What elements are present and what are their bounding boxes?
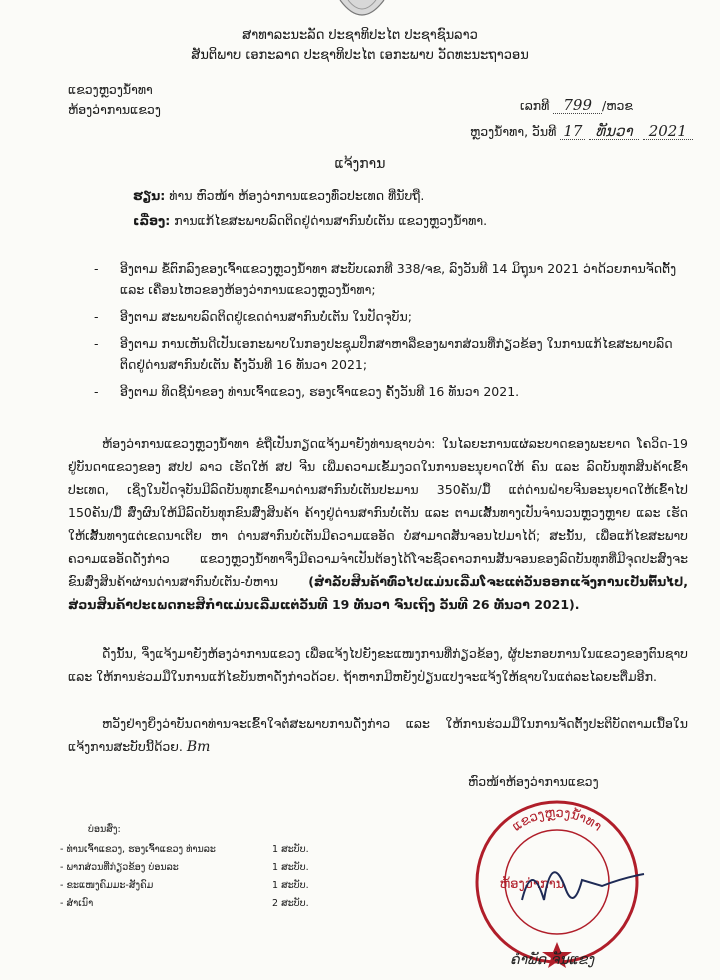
body-paragraph-3: ຫວັງຢ່າງຍິ່ງວ່າບັນດາທ່ານຈະເຂົ້າໃຈຕໍ່ສະພາບການດັ່ງກ່າວ ແລະ ໃຫ້ການຮ່ວມມືໃນການຈັດຕັ້ງປະຕິບັດຕາມເນື້ອໃນແຈ້ງການສະບັບນີ້ດ້ວຍ. Bm <box>68 716 688 755</box>
initials-signature: Bm <box>186 739 211 755</box>
reference-item: - ອີງຕາມ ການເຫັນດີເປັນເອກະພາບໃນກອງປະຊຸມປຶກສາຫາລືຂອງພາກສ່ວນທີ່ກ່ຽວຂ້ອງ ໃນການແກ້ໄຂສະພາບລົດຕິດຢູ່ດ່ານສາກົນບໍ່ເຕັນ ຄັ້ງວັນທີ 16 ທັນວາ 2021; <box>94 336 673 372</box>
stamp-arc-text: ແຂວງຫຼວງນ້ຳທາ <box>509 805 605 835</box>
list-item: - ສຳເນົາ 2 ສະບັບ. <box>60 898 309 909</box>
reference-item: - ອີງຕາມ ທິດຊີ້ນຳຂອງ ທ່ານເຈົ້າແຂວງ, ຮອງເຈົ້າແຂວງ ຄັ້ງວັນທີ 16 ທັນວາ 2021. <box>94 384 520 399</box>
official-stamp <box>462 790 652 970</box>
signatory-title: ຫົວໜ້າຫ້ອງວ່າການແຂວງ <box>468 774 599 789</box>
subject-line: ເລື່ອງ: ການແກ້ໄຂສະພາບລົດຕິດຢູ່ດ່ານສາກົນບໍ່ເຕັນ ແຂວງຫຼວງນ້ຳທາ. <box>133 213 488 228</box>
signer-name: ຄຳພັດ ຈັນແຂງ <box>510 952 595 968</box>
list-item: - ຂະແໜງຄົມມະ-ສັງຄົມ 1 ສະບັບ. <box>60 880 309 891</box>
office-name: ຫ້ອງວ່າການແຂວງ <box>68 102 161 117</box>
document-number: ເລກທີ 799 /ຫວຂ <box>520 96 633 114</box>
stamp-center-text: ຫ້ອງວ່າການ <box>499 877 565 892</box>
body-paragraph-1: ຫ້ອງວ່າການແຂວງຫຼວງນ້ຳທາ ຂໍຖືເປັນກຽດແຈ້ງມາຍັງທ່ານຊາບວ່າ: ໃນໄລຍະການແຜ່ລະບາດຂອງພະຍາດ ໂຄວິດ-19 ຢູ່ບັນດາແຂວງຂອງ ສປປ ລາວ ເຮັດໃຫ້ ສປ ຈີນ ເພີ່ມຄວາມເຂັ້ມງວດໃນການອະນຸຍາດໃຫ້ ຄົນ ແລະ ລົດບັນທຸກສິນຄ້າເຂົ້າປະເທດ, ເຊິ່ງໃນປັດຈຸບັນມີລົດບັນທຸກເຂົ້າມາດ່ານສາກົນບໍ່ເຕັນປະມານ 350ຄັນ/ມື້ ແຕ່ດ່ານຝ່າຍຈີນອະນຸຍາດໃຫ້ເຂົ້າໄປ 150ຄັນ/ມື້ ສົ່ງຜົນໃຫ້ມີລົດບັນທຸກຂົນສົ່ງສິນຄ້າ ຄ້າງຢູ່ດ່ານສາກົນບໍ່ເຕັນ ແລະ ຕາມເສັ້ນທາງເປັນຈຳນວນຫຼວງຫຼາຍ ແລະ ເຮັດໃຫ້ເສັ້ນທາງແຕ່ເຂດນາເຕີຍ ຫາ ດ່ານສາກົນບໍ່ເຕັນມີຄວາມແອອັດ ບໍ່ສາມາດສັນຈອນໄປມາໄດ້; ສະນັ້ນ, ເພື່ອແກ້ໄຂສະພາບຄວາມແອອັດດັ່ງກ່າວ ແຂວງຫຼວງນ້ຳທາຈຶ່ງມີຄວາມຈຳເປັນຕ້ອງໄດ້ໂຈະຊົ່ວຄາວການສັນຈອນຂອງລົດບັນທຸກທີ່ມີຈຸດປະສົງຈະຂົນສົ່ງສິນຄ້າຜ່ານດ່ານສາກົນບໍ່ເຕັນ-ບໍ່ຫານ (ສຳລັບສິນຄ້າທົ່ວໄປແມ່ນເລີ່ມໂຈະແຕ່ວັນອອກແຈ້ງການເປັນຕົ້ນໄປ, ສ່ວນສິນຄ້າປະເພດກະສິກຳແມ່ນເລີ່ມແຕ່ວັນທີ 19 ທັນວາ ຈົນເຖິງ ວັນທີ 26 ທັນວາ 2021). <box>68 436 688 612</box>
number-handwritten: 799 <box>563 96 593 114</box>
country-name: ສາທາລະນະລັດ ປະຊາທິປະໄຕ ປະຊາຊົນລາວ <box>242 28 478 43</box>
document-date: ຫຼວງນ້ຳທາ, ວັນທີ 17 ທັນວາ 2021 <box>470 122 693 140</box>
notice-title: ແຈ້ງການ <box>334 156 386 172</box>
recipient-line: ຮຽນ: ທ່ານ ຫົວໜ້າ ຫ້ອງວ່າການແຂວງທົ່ວປະເທດ ທີ່ນັບຖື. <box>133 188 425 203</box>
national-motto: ສັນຕິພາບ ເອກະລາດ ປະຊາທິປະໄຕ ເອກະພາບ ວັດທະນະຖາວອນ <box>191 48 529 63</box>
list-item: - ພາກສ່ວນທີ່ກ່ຽວຂ້ອງ ບ່ອນລະ 1 ສະບັບ. <box>60 862 309 873</box>
province-name: ແຂວງຫຼວງນ້ຳທາ <box>68 82 153 97</box>
reference-item: - ອີງຕາມ ສະພາບລົດຕິດຢູ່ເຂດດ່ານສາກົນບໍ່ເຕັນ ໃນປັດຈຸບັນ; <box>94 309 412 324</box>
reference-list <box>94 258 684 408</box>
suspension-period-note: (ສຳລັບສິນຄ້າທົ່ວໄປແມ່ນເລີ່ມໂຈະແຕ່ວັນອອກແຈ້ງການເປັນຕົ້ນໄປ, ສ່ວນສິນຄ້າປະເພດກະສິກຳແມ່ນເລີ່ມແຕ່ວັນທີ 19 ທັນວາ ຈົນເຖິງ ວັນທີ 26 ທັນວາ 2021). <box>68 574 688 612</box>
distribution-list: ບ່ອນສົ່ງ: - ທ່ານເຈົ້າແຂວງ, ຮອງເຈົ້າແຂວງ ທ່ານລະ 1 ສະບັບ. - ພາກສ່ວນທີ່ກ່ຽວຂ້ອງ ບ່ອນລະ 1 ສະບັບ. - ຂະແໜງຄົມມະ-ສັງຄົມ 1 ສະບັບ. - ສຳເນົາ 2 ສະບັບ. <box>60 824 360 913</box>
list-item: - ທ່ານເຈົ້າແຂວງ, ຮອງເຈົ້າແຂວງ ທ່ານລະ 1 ສະບັບ. <box>60 844 309 855</box>
national-emblem-icon <box>336 0 388 22</box>
reference-item: - ອີງຕາມ ຂໍ້ຕົກລົງຂອງເຈົ້າແຂວງຫຼວງນ້ຳທາ ສະບັບເລກທີ 338/ຈຂ, ລົງວັນທີ 14 ມິຖຸນາ 2021 ວ່າດ້ວຍການຈັດຕັ້ງ ແລະ ເຄື່ອນໄຫວຂອງຫ້ອງວ່າການແຂວງຫຼວງນ້ຳທາ; <box>94 261 677 297</box>
body-paragraph-2: ດັ່ງນັ້ນ, ຈຶ່ງແຈ້ງມາຍັງຫ້ອງວ່າການແຂວງ ເພື່ອແຈ້ງໄປຍັງຂະແໜງການທີ່ກ່ຽວຂ້ອງ, ຜູ້ປະກອບການໃນແຂວງຂອງຕົນຊາບ ແລະ ໃຫ້ການຮ່ວມມືໃນການແກ້ໄຂບັນຫາດັ່ງກ່າວດ້ວຍ. ຖ້າຫາກມີຫຍັງປ່ຽນແປງຈະແຈ້ງໃຫ້ຊາບໃນແຕ່ລະໄລຍະຕື່ມອີກ. <box>68 646 688 684</box>
